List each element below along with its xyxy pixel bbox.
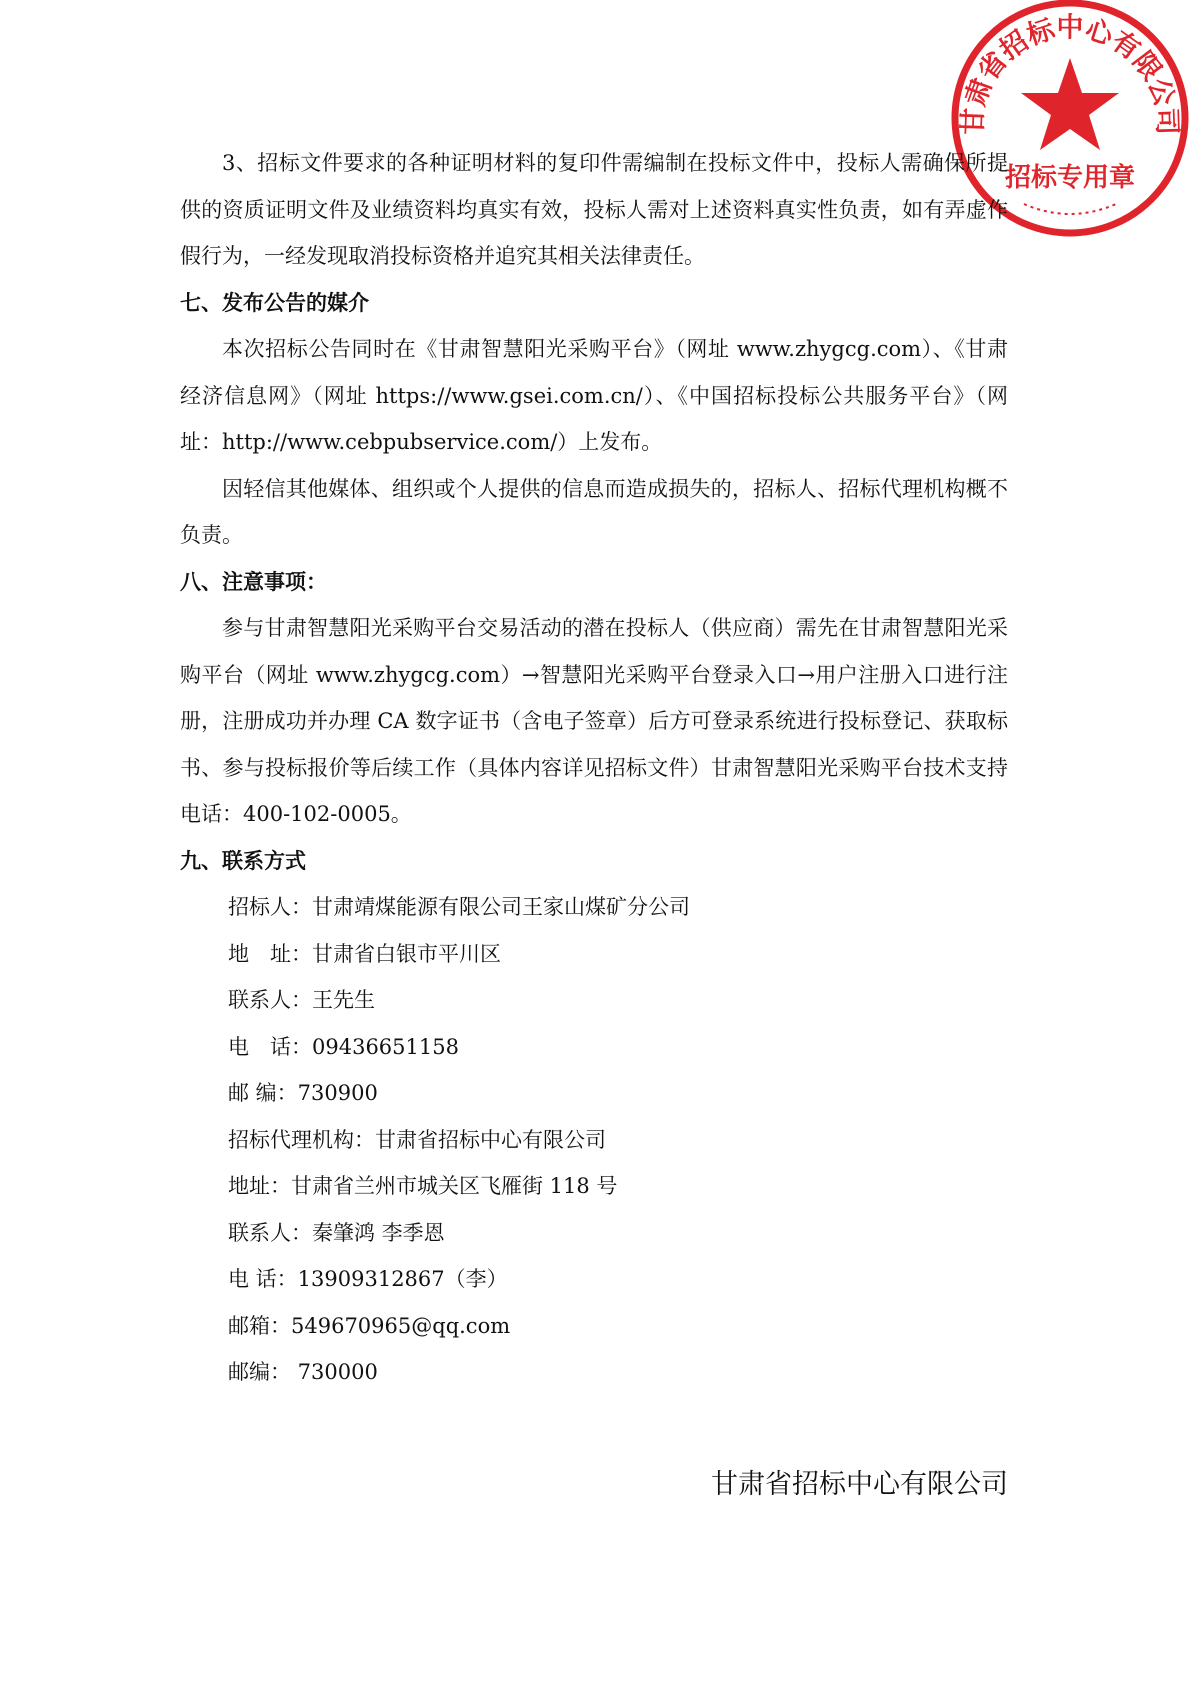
contact-agency-phone: 电 话：13909312867（李） <box>228 1267 508 1291</box>
contact-tenderer-postcode: 邮 编：730900 <box>228 1081 378 1105</box>
contact-agency-email: 邮箱：549670965@qq.com <box>228 1313 511 1338</box>
seal-inner-text: 招标专用章 <box>1004 163 1136 193</box>
paragraph-item-3: 3、招标文件要求的各种证明材料的复印件需编制在投标文件中，投标人需确保所提供的资质证明文件及业绩资料均真实有效，投标人需对上述资料真实性负责，如有弄虚作假行为，一经发现取消投标资格并追究其相关法律责任。 <box>180 151 1008 268</box>
contact-tenderer-person: 联系人：王先生 <box>228 988 375 1012</box>
star-icon <box>1021 58 1119 150</box>
paragraph-registration-notes: 参与甘肃智慧阳光采购平台交易活动的潜在投标人（供应商）需先在甘肃智慧阳光采购平台（网址 www.zhygcg.com）→智慧阳光采购平台登录入口→用户注册入口进行注册，注册成功并办理 CA 数字证书（含电子签章）后方可登录系统进行投标登记、获取标书、参与投标报价等后续工作（具体内容详见招标文件）甘肃智慧阳光采购平台技术支持电话：400-102-0005。 <box>180 616 1008 826</box>
contact-tenderer-phone: 电 话：09436651158 <box>228 1034 459 1059</box>
section-heading-contacts: 九、联系方式 <box>180 848 306 873</box>
paragraph-disclaimer: 因轻信其他媒体、组织或个人提供的信息而造成损失的，招标人、招标代理机构概不负责。 <box>180 476 1008 547</box>
section-heading-notes: 八、注意事项： <box>180 569 327 594</box>
contact-agency-person: 联系人：秦肇鸿 李季恩 <box>228 1220 445 1245</box>
contact-agency: 招标代理机构：甘肃省招标中心有限公司 <box>228 1127 606 1152</box>
seal-outer-text: 甘肃省招标中心有限公司 <box>957 12 1183 136</box>
contact-tenderer: 招标人：甘肃靖煤能源有限公司王家山煤矿分公司 <box>228 895 690 919</box>
signature-company: 甘肃省招标中心有限公司 <box>711 1469 1008 1500</box>
contact-agency-address: 地址：甘肃省兰州市城关区飞雁街 118 号 <box>228 1174 618 1198</box>
section-heading-media: 七、发布公告的媒介 <box>180 290 369 315</box>
contact-tenderer-address: 地 址：甘肃省白银市平川区 <box>228 941 501 966</box>
contact-agency-postcode: 邮编： 730000 <box>228 1360 378 1384</box>
document-body <box>180 140 1008 1396</box>
paragraph-media-publication: 本次招标公告同时在《甘肃智慧阳光采购平台》（网址 www.zhygcg.com）、《甘肃经济信息网》（网址 https://www.gsei.com.cn/）、《中国招标投标公共服务平台》（网址：http://www.cebpubservice.com/）上发布。 <box>180 337 1008 454</box>
